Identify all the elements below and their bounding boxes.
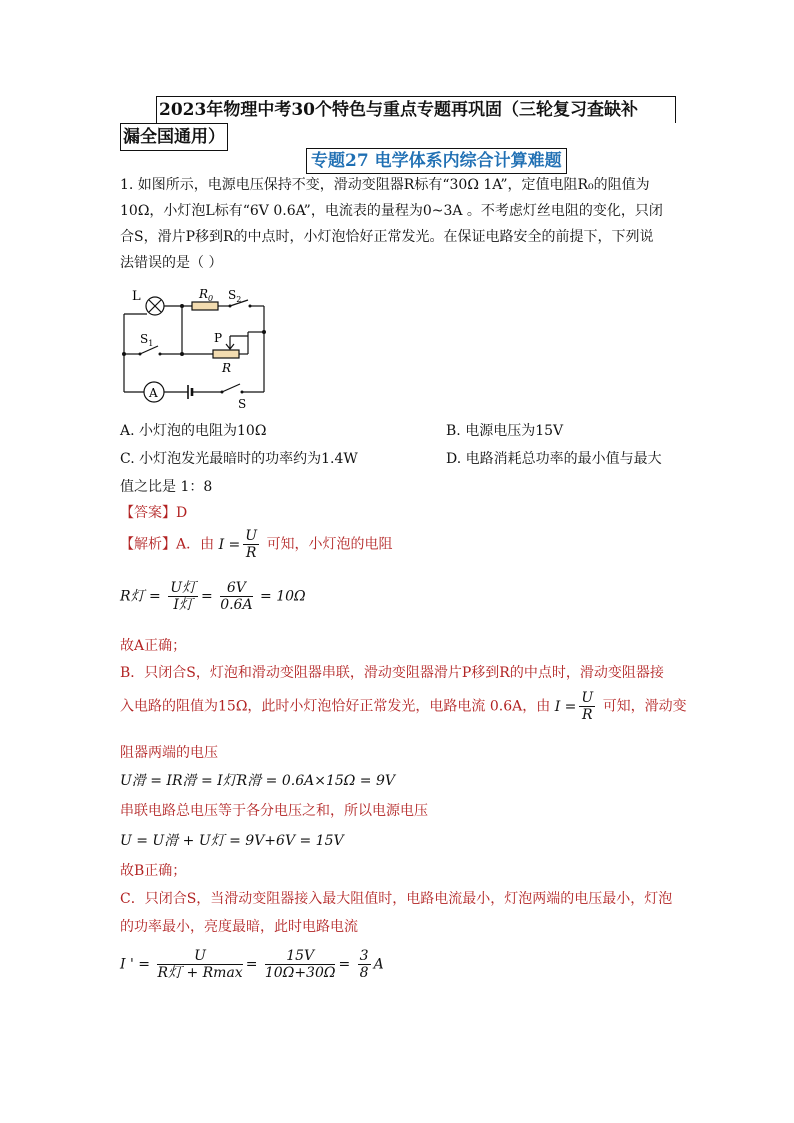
eq4-unit: A [373,956,384,973]
ohm-law-num: U [245,528,258,544]
svg-text:S1 [140,332,153,348]
eq1-den1: I灯 [173,597,193,613]
question-text [120,172,680,276]
label-S: S [238,397,247,411]
analysis-a-suffix: 可知，小灯泡的电阻 [266,536,393,553]
eq1-den2: 0.6A [220,597,253,613]
ohm-law-left: I = [218,536,241,553]
option-c: C. 小灯泡发光最暗时的功率约为1.4W [120,451,358,467]
question-line-4: 法错误的是（ ） [120,255,223,271]
label-R0-sub: 0 [208,294,214,303]
eq1-num2: 6V [220,580,252,597]
svg-text:S2 [228,288,241,304]
label-P: P [214,331,223,345]
ammeter-label: A [149,386,158,400]
equation-r-lamp: R灯 = $\frac{\text{U灯}}{\text{I灯}}$ = $\frac{6V}{0.6A}$ = 10Ω [120,580,306,613]
eq4-left: I ' = [120,956,151,973]
equation-u-total: U = U滑 + U灯 = 9V+6V = 15V [120,833,344,849]
analysis-b-line-3: 阻器两端的电压 [120,745,218,761]
question-line-1: 1. 如图所示，电源电压保持不变，滑动变阻器R标有“30Ω 1A”，定值电阻R₀的阻值为 [120,177,650,193]
title-line-2: 漏全国通用） [120,123,228,151]
eq4-den2: 10Ω+30Ω [264,965,336,981]
analysis-b-line-4: 串联电路总电压等于各分电压之和，所以电源电压 [120,803,428,819]
label-S2: S [228,288,237,302]
question-line-2: 10Ω，小灯泡L标有“6V 0.6A”，电流表的量程为0~3A 。不考虑灯丝电阻的变化，只闭 [120,203,663,219]
analysis-a-prefix: A．由 [176,536,215,553]
eq4-num3: 3 [359,948,369,964]
b-ohm-num: U [581,690,594,706]
analysis-b-text-a: 入电路的阻值为15Ω，此时小灯泡恰好正常发光，电路电流 0.6A，由 [120,698,551,715]
option-b: B. 电源电压为15V [446,423,564,439]
label-R0: R [199,287,209,301]
eq1-left: R灯 = [120,588,161,605]
b-ohm-left: I = [554,698,577,715]
circuit-diagram [110,284,280,414]
equation-min-current: I ' = $\frac{U}{\text{R灯 + Rmax}}$ = $\frac{15V}{10\Omega+30\Omega}$ = $\frac{3}{8}$ A [120,948,384,981]
eq1-result: = 10Ω [260,588,306,605]
analysis-c-line-1: C．只闭合S，当滑动变阻器接入最大阻值时，电路电流最小，灯泡两端的电压最小，灯泡 [120,891,673,907]
title-line-1: 2023年物理中考30个特色与重点专题再巩固（三轮复习查缺补 [156,96,676,123]
question-line-3: 合S，滑片P移到R的中点时，小灯泡恰好正常发光。在保证电路安全的前提下，下列说 [120,229,654,245]
label-S1-sub: 1 [148,339,154,348]
svg-text:R0 [198,287,213,303]
label-S1: S [140,332,149,346]
analysis-b-line-2 [120,690,687,723]
analysis-a-conclusion: 故A正确； [120,638,187,654]
analysis-c-line-2: 的功率最小，亮度最暗，此时电路电流 [120,919,358,935]
ohm-law-den: R [245,545,257,561]
label-R: R [222,361,232,375]
b-ohm-den: R [582,707,593,723]
topic-subtitle: 专题27 电学体系内综合计算难题 [306,148,567,174]
document-title [120,96,676,151]
analysis-a-line [120,528,393,561]
answer-label: 【答案】D [120,505,188,521]
option-d-continued: 值之比是 1：8 [120,479,213,495]
analysis-label: 【解析】 [120,536,176,553]
analysis-b-text-b: 可知，滑动变 [602,698,687,715]
eq4-den1: R灯 + Rmax [157,965,243,981]
analysis-b-line-1: B．只闭合S，灯泡和滑动变阻器串联，滑动变阻器滑片P移到R的中点时，滑动变阻器接 [120,665,664,681]
eq4-num2: 15V [265,948,336,965]
label-L: L [132,289,141,304]
equation-u-rheostat: U滑 = IR滑 = I灯R滑 = 0.6A×15Ω = 9V [120,773,396,789]
label-S2-sub: 2 [236,295,242,304]
eq4-den3: 8 [359,965,369,981]
eq4-num1: U [157,948,242,965]
analysis-b-conclusion: 故B正确； [120,863,187,879]
eq1-num1: U灯 [170,580,196,596]
option-d: D. 电路消耗总功率的最小值与最大 [446,451,662,467]
option-a: A. 小灯泡的电阻为10Ω [120,423,267,439]
